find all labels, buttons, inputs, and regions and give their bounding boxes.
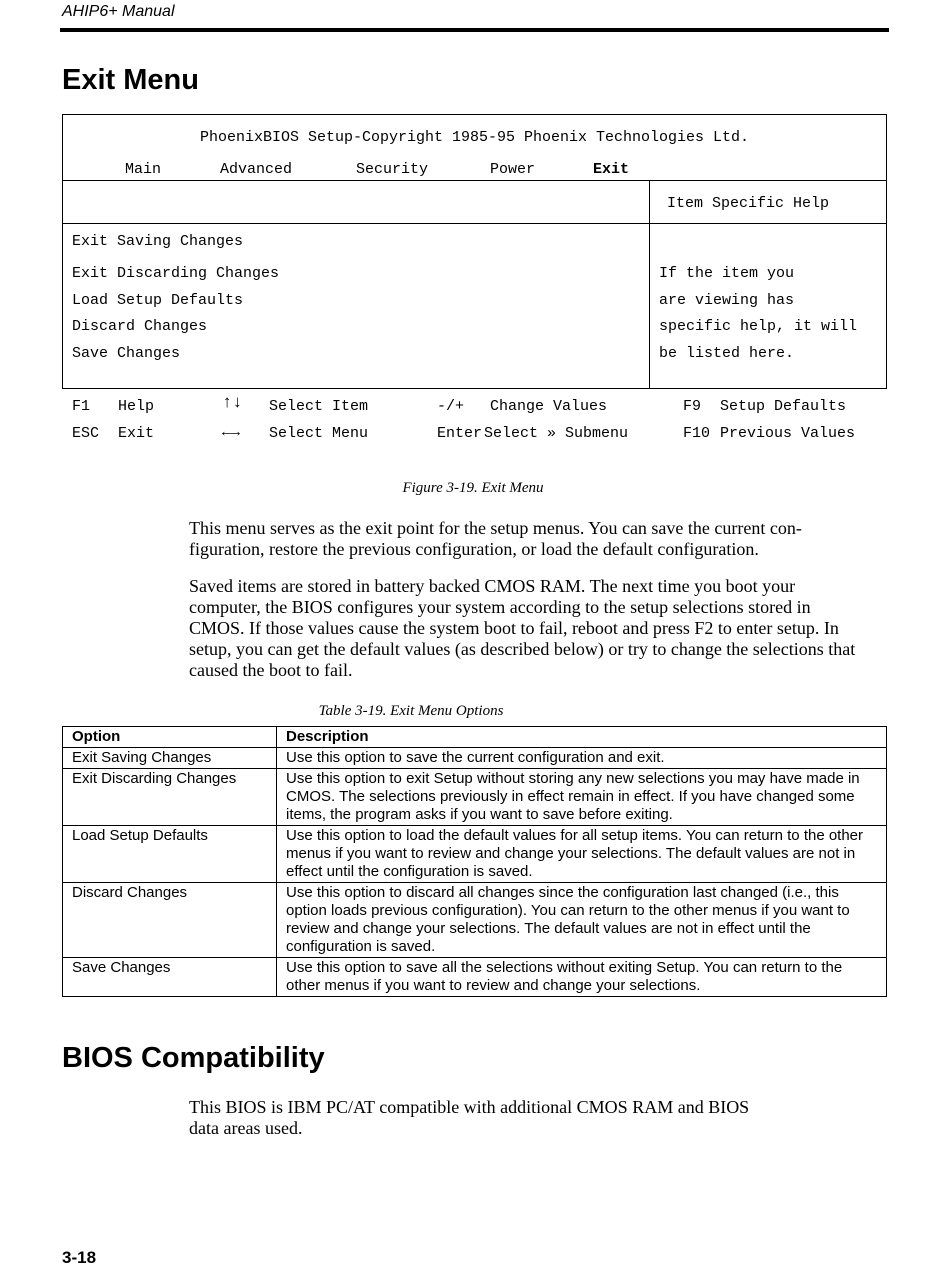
description-cell: Use this option to save all the selections without exiting Setup. You can return to the other menus if you want to review and change your selections.: [277, 958, 887, 997]
key-f9: F9: [683, 398, 702, 415]
up-down-arrows-icon: ↑↓: [222, 394, 243, 413]
description-cell: Use this option to exit Setup without storing any new selections you may have made in CMOS. The selections previously in effect remain in effect. If you have changed some items, the program asks if you want to save before exiting.: [277, 769, 887, 826]
bios-help-text-line: If the item you: [659, 265, 795, 282]
key-minus-plus-label: Change Values: [490, 398, 608, 415]
option-cell: Exit Saving Changes: [63, 748, 277, 769]
key-f9-label: Setup Defaults: [720, 398, 847, 415]
exit-menu-options-table: [62, 726, 887, 997]
bios-item-save-changes[interactable]: Save Changes: [72, 345, 181, 362]
left-right-arrows-icon: ←→: [222, 424, 241, 441]
bios-item-discard-changes[interactable]: Discard Changes: [72, 318, 208, 335]
section-title-bios-compatibility: BIOS Compatibility: [62, 1042, 325, 1074]
key-minus-plus: -/+: [437, 398, 465, 415]
bios-help-text-line: are viewing has: [659, 292, 795, 309]
description-cell: Use this option to load the default values for all setup items. You can return to the other menus if you want to review and change your selections. The default values are not in effect until the configuration is saved.: [277, 826, 887, 883]
bios-help-divider: [649, 180, 650, 388]
bios-tab-exit[interactable]: Exit: [593, 161, 630, 178]
table-row: [63, 769, 887, 826]
column-header-description: Description: [277, 727, 887, 748]
bios-screen: [62, 114, 887, 389]
bios-item-exit-saving[interactable]: Exit Saving Changes: [72, 233, 244, 250]
bios-help-text-line: be listed here.: [659, 345, 795, 362]
key-f1: F1: [72, 398, 91, 415]
table-caption: Table 3-19. Exit Menu Options: [318, 703, 504, 719]
key-f10-label: Previous Values: [720, 425, 856, 442]
key-f1-label: Help: [118, 398, 155, 415]
page-number: 3-18: [62, 1248, 97, 1267]
key-leftright-label: Select Menu: [269, 425, 369, 442]
table-header-row: [63, 727, 887, 748]
section-title-exit-menu: Exit Menu: [62, 64, 199, 96]
column-header-option: Option: [63, 727, 277, 748]
table-row: [63, 958, 887, 997]
option-cell: Save Changes: [63, 958, 277, 997]
bios-divider: [63, 223, 886, 224]
option-cell: Exit Discarding Changes: [63, 769, 277, 826]
body-paragraph: This menu serves as the exit point for the setup menus. You can save the current con-figuration, restore the previous configuration, or load the default configuration.: [189, 518, 802, 559]
key-esc: ESC: [72, 425, 100, 442]
body-paragraph: Saved items are stored in battery backed CMOS RAM. The next time you boot your computer, the BIOS configures your system according to the setup selections stored in CMOS. If those values cause the system boot to fail, reboot and press F2 to enter setup. In setup, you can get the default values (as described below) or try to change the selections that caused the boot to fail.: [189, 576, 856, 680]
bios-tab-advanced[interactable]: Advanced: [220, 161, 293, 178]
bios-item-exit-discarding[interactable]: Exit Discarding Changes: [72, 265, 280, 282]
header-rule: [60, 28, 889, 32]
key-f10: F10: [683, 425, 711, 442]
bios-tab-security[interactable]: Security: [356, 161, 429, 178]
bios-divider: [63, 180, 886, 181]
description-cell: Use this option to save the current configuration and exit.: [277, 748, 887, 769]
bios-help-text-line: specific help, it will: [659, 318, 858, 335]
key-esc-label: Exit: [118, 425, 155, 442]
description-cell: Use this option to discard all changes since the configuration last changed (i.e., this option loads previous configuration). You can return to the other menus if you want to review and change your selections. The default values are not in effect until the configuration is saved.: [277, 883, 887, 958]
bios-copyright: PhoenixBIOS Setup-Copyright 1985-95 Phoenix Technologies Ltd.: [199, 129, 750, 146]
bios-tab-power[interactable]: Power: [490, 161, 536, 178]
table-row: [63, 883, 887, 958]
key-enter: Enter: [437, 425, 483, 442]
option-cell: Discard Changes: [63, 883, 277, 958]
key-enter-label: Select » Submenu: [484, 425, 629, 442]
bios-item-load-defaults[interactable]: Load Setup Defaults: [72, 292, 244, 309]
table-row: [63, 826, 887, 883]
option-cell: Load Setup Defaults: [63, 826, 277, 883]
bios-help-title: Item Specific Help: [667, 195, 830, 212]
bios-tab-main[interactable]: Main: [125, 161, 162, 178]
table-row: [63, 748, 887, 769]
bios-key-legend: [62, 394, 892, 448]
figure-caption: Figure 3-19. Exit Menu: [402, 480, 544, 496]
running-header: AHIP6+ Manual: [62, 3, 175, 20]
key-updown-label: Select Item: [269, 398, 369, 415]
body-paragraph: This BIOS is IBM PC/AT compatible with additional CMOS RAM and BIOS data areas used.: [189, 1097, 750, 1138]
